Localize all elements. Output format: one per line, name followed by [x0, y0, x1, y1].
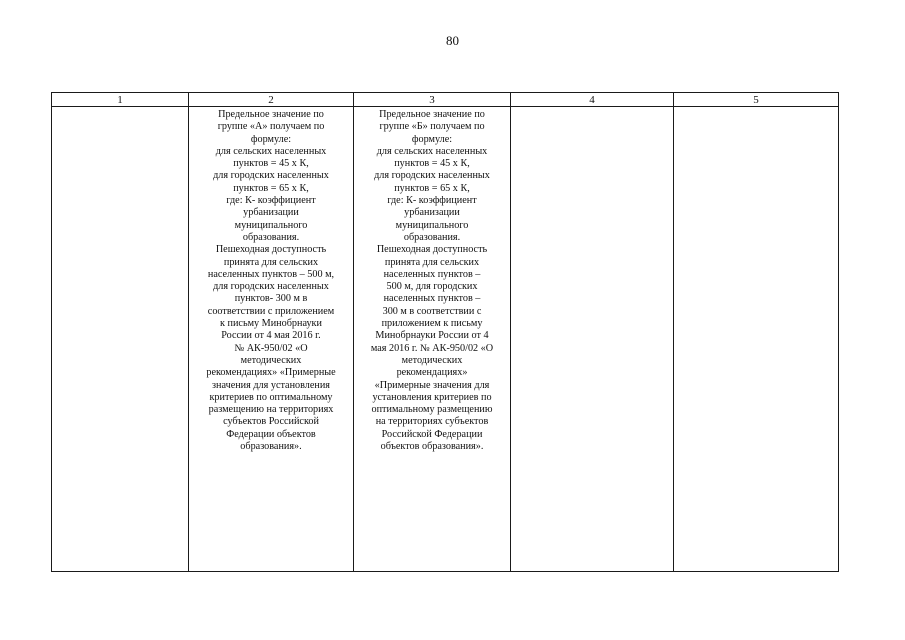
- group-a-formula-text: Предельное значение по группе «А» получаем по формуле: для сельских населенных пунктов = 45 х К, для городских населенных пунктов = 65 х К, где: К- коэффициент урбанизации муниципального образования. Пешеходная доступность принята для сельских населенных пунктов – 500 м, для городских населенных пунктов- 300 м в соответствии с приложением к письму Минобрнауки России от 4 мая 2016 г. № АК-950/02 «О методических рекомендациях» «Примерные значения для установления критериев по оптимальному размещению на территориях субъектов Российской Федерации объектов образования».: [206, 109, 336, 453]
- column-header-3: 3: [354, 93, 511, 107]
- table-cell-col1: [52, 107, 189, 572]
- table-cell-col5: [674, 107, 839, 572]
- group-b-formula-text: Предельное значение по группе «Б» получаем по формуле: для сельских населенных пунктов = 45 х К, для городских населенных пунктов = 65 х К, где: К- коэффициент урбанизации муниципального образования. Пешеходная доступность принята для сельских населенных пунктов – 500 м, для городских населенных пунктов – 300 м в соответствии с приложением к письму Минобрнауки России от 4 мая 2016 г. № АК-950/02 «О методических рекомендациях» «Примерные значения для установления критериев по оптимальному размещению на территориях субъектов Российской Федерации объектов образования».: [370, 109, 494, 453]
- column-header-5: 5: [674, 93, 839, 107]
- column-header-1: 1: [52, 93, 189, 107]
- table-cell-col3: [354, 107, 511, 572]
- cell-text-col1: [52, 107, 188, 109]
- regulation-table: [51, 92, 839, 572]
- table-cell-col4: [511, 107, 674, 572]
- cell-text-col5: [674, 107, 838, 109]
- table-cell-col2: [189, 107, 354, 572]
- page-number: 80: [446, 33, 459, 48]
- column-header-4: 4: [511, 93, 674, 107]
- column-header-2: 2: [189, 93, 354, 107]
- table-row: [52, 107, 839, 572]
- table-header-row: [52, 93, 839, 107]
- cell-text-col4: [511, 107, 673, 109]
